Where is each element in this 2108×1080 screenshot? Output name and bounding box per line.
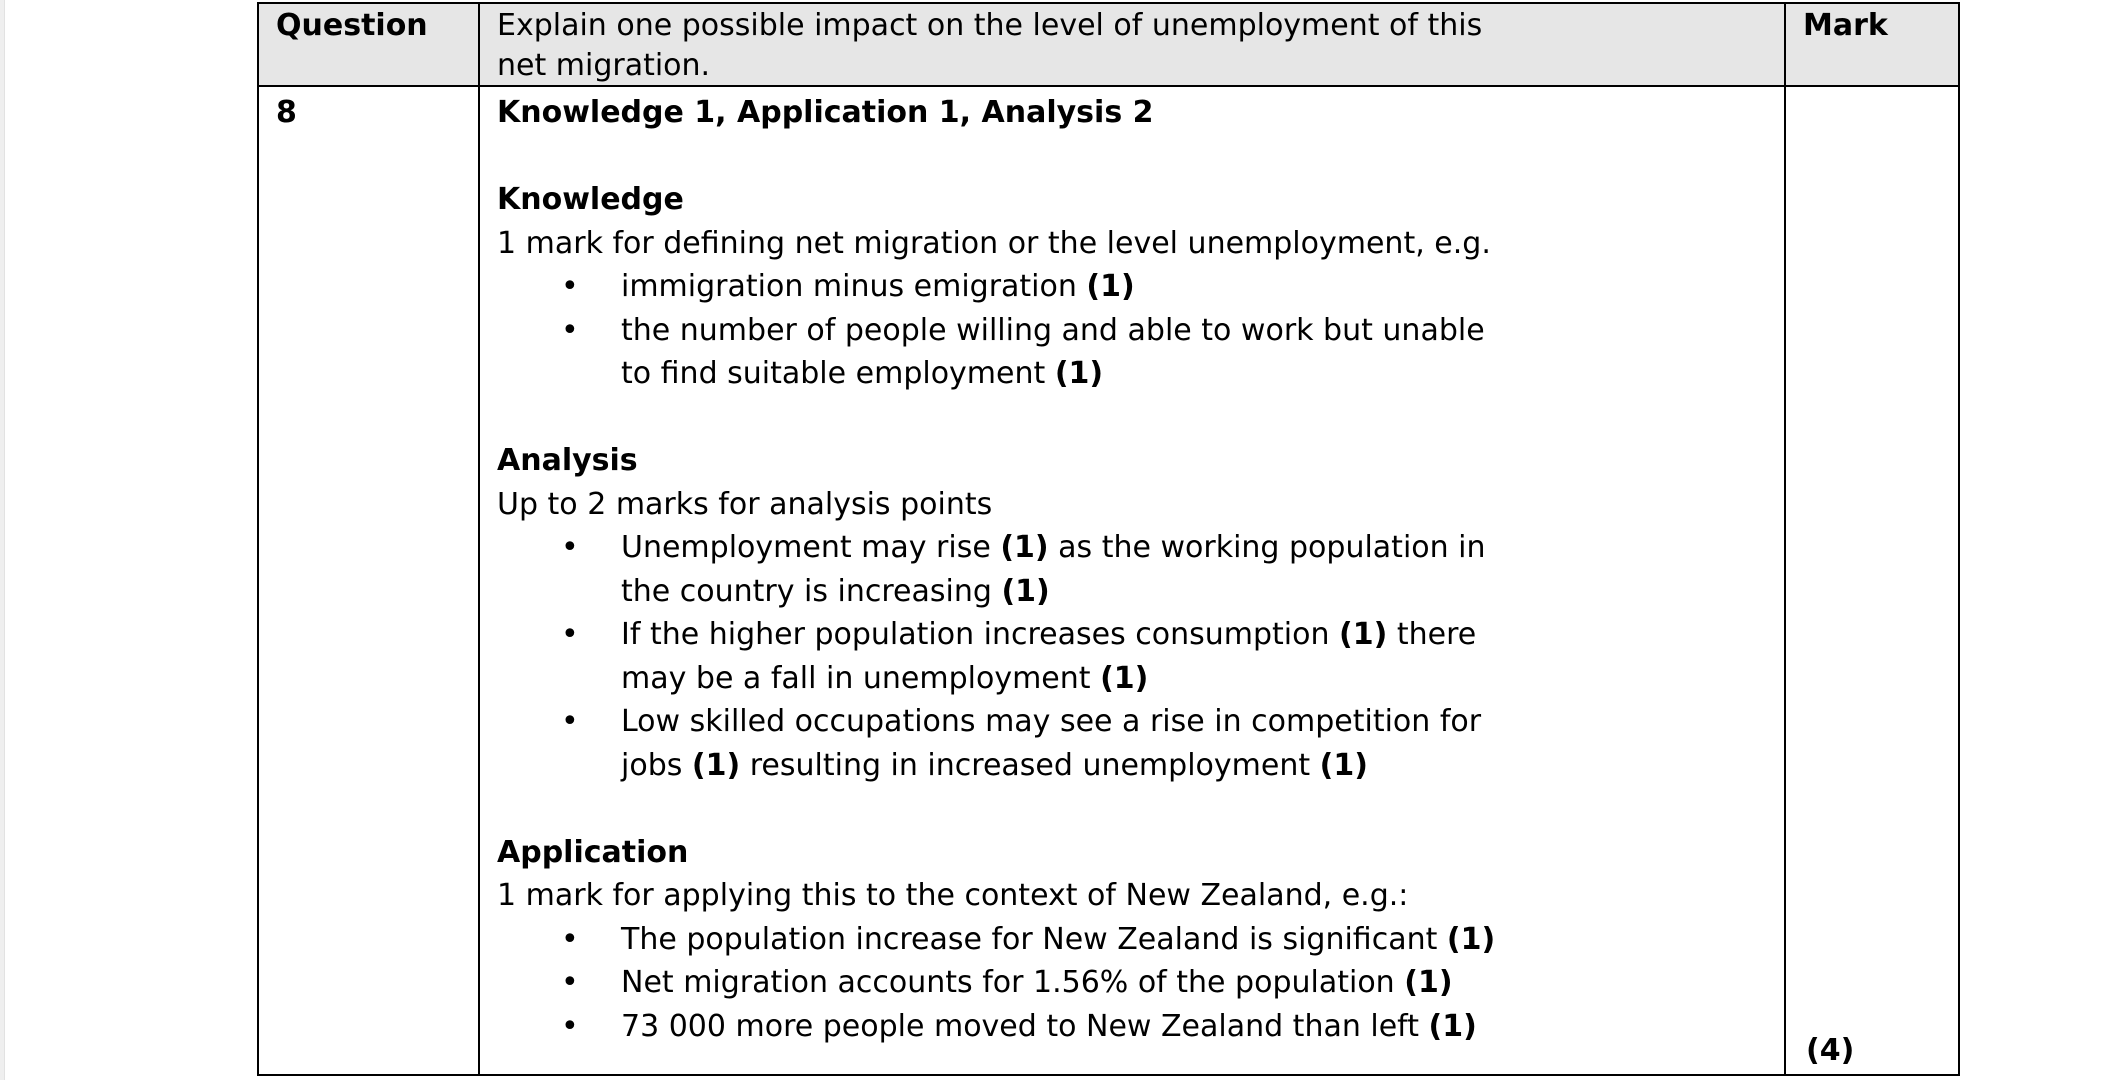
page-edge-line <box>0 0 5 1080</box>
mark-total: (4) <box>1806 1032 1855 1068</box>
table-body-row <box>259 87 1958 1074</box>
question-text-line-1: Explain one possible impact on the level of unemployment of this <box>497 8 1483 43</box>
question-number-cell <box>259 87 480 1074</box>
bullet-continuation: the country is increasing (1) <box>621 573 1050 609</box>
text-line: 1 mark for applying this to the context of New Zealand, e.g.: <box>497 878 1409 913</box>
bullet-item: • Low skilled occupations may see a rise in competition for <box>497 700 1772 744</box>
blank-line <box>497 396 1772 440</box>
question-column-label: Question <box>276 8 428 43</box>
question-text-line-2: net migration. <box>497 48 711 83</box>
section-heading: Knowledge 1, Application 1, Analysis 2 <box>497 95 1154 130</box>
bullet-item: • immigration minus emigration (1) <box>497 265 1772 309</box>
text-line: Up to 2 marks for analysis points <box>497 486 993 522</box>
section-heading: Application <box>497 834 689 870</box>
mark-value-cell <box>1786 87 1958 1074</box>
blank-line <box>497 787 1772 831</box>
mark-scheme-table <box>257 2 1960 1076</box>
table-header-row <box>259 4 1958 87</box>
mark-column-label: Mark <box>1803 8 1888 43</box>
bullet-continuation: jobs (1) resulting in increased unemployment (1) <box>621 747 1368 783</box>
bullet-item: • 73 000 more people moved to New Zealand than left (1) <box>497 1005 1772 1049</box>
question-number: 8 <box>276 95 297 130</box>
header-question-text-cell <box>480 4 1786 85</box>
section-heading: Analysis <box>497 443 638 478</box>
mark-scheme-content-cell <box>480 87 1786 1074</box>
blank-line <box>497 135 1772 179</box>
text-line: 1 mark for defining net migration or the level unemployment, e.g. <box>497 225 1491 261</box>
bullet-continuation: may be a fall in unemployment (1) <box>621 660 1149 696</box>
bullet-continuation: to find suitable employment (1) <box>621 356 1104 391</box>
header-mark-cell <box>1786 4 1958 85</box>
bullet-item: • Net migration accounts for 1.56% of the population (1) <box>497 961 1772 1005</box>
bullet-item: • The population increase for New Zealand is significant (1) <box>497 918 1772 962</box>
bullet-item: • If the higher population increases consumption (1) there <box>497 613 1772 657</box>
bullet-item: • Unemployment may rise (1) as the working population in <box>497 526 1772 570</box>
bullet-item: • the number of people willing and able to work but unable <box>497 309 1772 353</box>
header-question-cell <box>259 4 480 85</box>
section-heading: Knowledge <box>497 182 684 217</box>
